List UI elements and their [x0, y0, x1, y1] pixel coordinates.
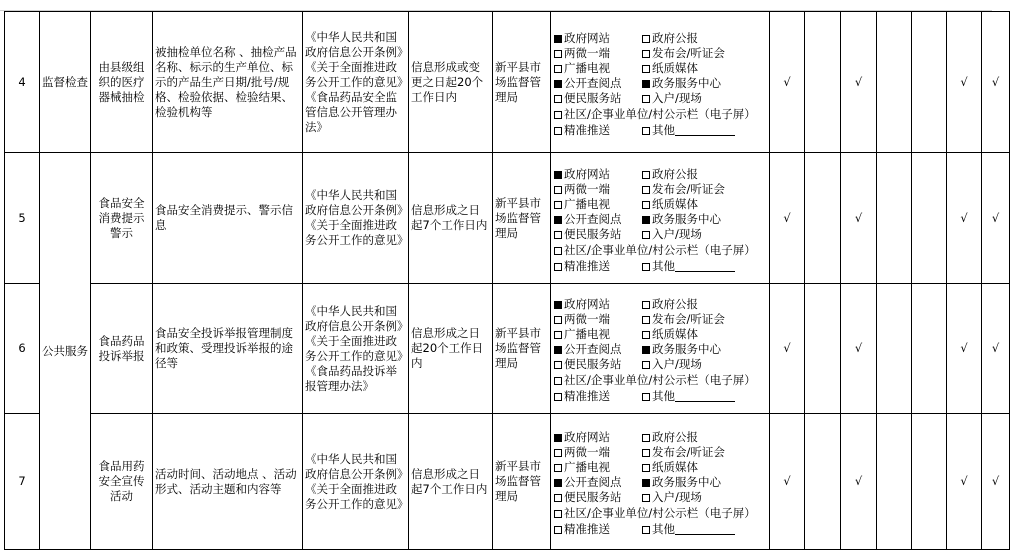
- check-mark-cell: [947, 153, 982, 284]
- channel-option: [642, 297, 769, 312]
- channel-option: [642, 46, 769, 61]
- subject-cell-text: 新平县市场监督管理局: [495, 59, 541, 104]
- empty-cell: [805, 153, 841, 284]
- channel-option: [554, 430, 642, 445]
- channel-label: 两微一端: [564, 312, 610, 326]
- checkbox[interactable]: [642, 127, 650, 135]
- check-mark: √: [854, 474, 863, 488]
- channel-label: 公开查阅点: [564, 342, 622, 356]
- content-cell-text: 食品安全消费提示、警示信息: [155, 203, 293, 232]
- channel-cell: [551, 284, 770, 414]
- checkbox[interactable]: [554, 35, 562, 43]
- content-cell: [153, 414, 303, 550]
- channel-option: [642, 182, 769, 197]
- channel-option: [642, 312, 769, 327]
- basis-cell-text: 《中华人民共和国政府信息公开条例》《关于全面推进政务公开工作的意见》: [305, 188, 409, 247]
- checkbox[interactable]: [554, 95, 562, 103]
- channel-label: 精准推送: [564, 122, 610, 137]
- checkbox[interactable]: [554, 331, 562, 339]
- checkbox[interactable]: [642, 95, 650, 103]
- checkbox[interactable]: [642, 50, 650, 58]
- channel-label: 精准推送: [564, 258, 610, 273]
- channel-option: [554, 522, 642, 537]
- basis-cell-text: 《中华人民共和国政府信息公开条例》《关于全面推进政务公开工作的意见》: [305, 451, 409, 511]
- check-mark-cell: [982, 284, 1010, 414]
- content-cell: [153, 284, 303, 414]
- channel-option: [642, 259, 769, 274]
- channel-label: 社区/企事业单位/村公示栏（电子屏）: [564, 106, 756, 121]
- checkbox[interactable]: [554, 171, 562, 179]
- channel-option: [551, 242, 769, 258]
- table-row: [5, 284, 1010, 414]
- item-cell: [91, 414, 153, 550]
- channel-label: 纸质媒体: [652, 60, 698, 75]
- time-cell: [409, 284, 493, 414]
- time-cell-text: 信息形成之日起20个工作日内: [411, 326, 484, 370]
- checkbox[interactable]: [642, 316, 650, 324]
- check-mark-cell: [770, 153, 805, 284]
- checkbox[interactable]: [554, 301, 562, 309]
- checkbox[interactable]: [554, 201, 562, 209]
- checkbox[interactable]: [554, 464, 562, 472]
- channel-option: [554, 312, 642, 327]
- channel-label: 政府公报: [652, 430, 698, 444]
- channel-option: [554, 475, 642, 490]
- channel-label: 广播电视: [564, 196, 610, 211]
- checkbox[interactable]: [642, 526, 650, 534]
- channel-label: 发布会/听证会: [652, 312, 725, 326]
- channel-label: 公开查阅点: [564, 475, 622, 489]
- channel-option: [642, 490, 769, 505]
- row-number: [5, 153, 40, 284]
- basis-cell: [303, 284, 409, 414]
- category-cell-text: 公共服务: [42, 343, 88, 358]
- channel-option: [554, 259, 642, 274]
- item-cell-text: 食品药品投诉举报: [98, 333, 145, 363]
- channel-label: 社区/企事业单位/村公示栏（电子屏）: [564, 506, 756, 520]
- check-mark: √: [854, 341, 863, 355]
- channel-label: 公开查阅点: [564, 211, 622, 226]
- checkbox[interactable]: [554, 80, 562, 88]
- subject-cell: [493, 12, 551, 153]
- subject-cell-text: 新平县市场监督管理局: [495, 195, 541, 240]
- check-mark-cell: [947, 284, 982, 414]
- channel-label: 政务服务中心: [652, 75, 721, 90]
- channel-option: [554, 182, 642, 197]
- row-number: [5, 284, 40, 414]
- channel-label: 入户/现场: [652, 357, 702, 371]
- check-mark: √: [991, 74, 1000, 89]
- channel-label: 入户/现场: [652, 226, 702, 241]
- channel-option: [554, 76, 642, 91]
- row-number: [5, 12, 40, 153]
- item-cell-text: 食品安全消费提示警示: [98, 195, 145, 240]
- channel-label: 政务服务中心: [652, 475, 721, 489]
- empty-cell: [912, 153, 947, 284]
- check-mark-cell: [982, 12, 1010, 153]
- checkbox[interactable]: [642, 331, 650, 339]
- channel-label: 纸质媒体: [652, 327, 698, 341]
- time-cell-text: 信息形成之日起7个工作日内: [411, 203, 488, 232]
- channel-option: [642, 31, 769, 46]
- channel-option: [554, 490, 642, 505]
- empty-cell: [912, 12, 947, 153]
- channel-label: 入户/现场: [652, 90, 702, 105]
- channel-option: [642, 227, 769, 242]
- checkbox[interactable]: [642, 479, 650, 487]
- channel-option: [554, 342, 642, 357]
- checkbox[interactable]: [554, 111, 562, 119]
- channel-label: 入户/现场: [652, 490, 702, 504]
- channel-label: 发布会/听证会: [652, 45, 725, 60]
- basis-cell: [303, 153, 409, 284]
- empty-cell: [805, 12, 841, 153]
- channel-option: [554, 46, 642, 61]
- channel-option: [642, 123, 769, 138]
- checkbox[interactable]: [554, 526, 562, 534]
- channel-option: [642, 460, 769, 475]
- checkbox[interactable]: [642, 393, 650, 401]
- checkbox[interactable]: [642, 186, 650, 194]
- item-cell-text: 由县级组织的医疗器械抽检: [98, 59, 145, 104]
- check-mark: √: [991, 474, 1000, 488]
- empty-cell: [877, 153, 912, 284]
- disclosure-table: [4, 11, 1010, 550]
- checkbox[interactable]: [554, 434, 562, 442]
- checkbox[interactable]: [642, 231, 650, 239]
- category-cell: [40, 12, 91, 153]
- empty-cell: [805, 284, 841, 414]
- empty-cell: [805, 414, 841, 550]
- item-cell-text: 食品用药安全宣传活动: [98, 459, 145, 503]
- basis-cell-text: 《中华人民共和国政府信息公开条例》《关于全面推进政务公开工作的意见》《食品药品安全监管信息公开管理办法》: [305, 29, 403, 134]
- channel-cell: [551, 12, 770, 153]
- channel-label: 发布会/听证会: [652, 181, 725, 196]
- checkbox[interactable]: [554, 346, 562, 354]
- channel-label: 精准推送: [564, 389, 610, 403]
- channel-option: [642, 167, 769, 182]
- checkbox[interactable]: [642, 216, 650, 224]
- check-mark-cell: [841, 12, 877, 153]
- channel-label: 两微一端: [564, 181, 610, 196]
- check-mark: √: [991, 210, 1000, 225]
- channel-option: [554, 389, 642, 404]
- check-mark: √: [960, 74, 968, 89]
- channel-option: [551, 106, 769, 122]
- channel-label: 政务服务中心: [652, 342, 721, 356]
- channel-option: [554, 460, 642, 475]
- channel-cell: [551, 153, 770, 284]
- item-cell: [91, 12, 153, 153]
- content-cell: [153, 12, 303, 153]
- checkbox[interactable]: [554, 263, 562, 271]
- empty-cell: [877, 284, 912, 414]
- channel-label: 纸质媒体: [652, 460, 698, 474]
- basis-cell-text: 《中华人民共和国政府信息公开条例》《关于全面推进政务公开工作的意见》《食品药品投诉举报管理办法》: [305, 303, 403, 393]
- channel-label: 其他: [652, 258, 675, 273]
- channel-option: [554, 227, 642, 242]
- other-blank-line[interactable]: [675, 523, 735, 535]
- checkbox[interactable]: [554, 127, 562, 135]
- channel-option: [554, 123, 642, 138]
- channel-label: 两微一端: [564, 45, 610, 60]
- other-blank-line[interactable]: [675, 390, 735, 402]
- checkbox[interactable]: [554, 361, 562, 369]
- channel-option: [554, 91, 642, 106]
- channel-label: 发布会/听证会: [652, 445, 725, 459]
- channel-label: 社区/企事业单位/村公示栏（电子屏）: [564, 373, 756, 387]
- checkbox[interactable]: [554, 377, 562, 385]
- channel-option: [554, 327, 642, 342]
- time-cell: [409, 414, 493, 550]
- channel-label: 政府公报: [652, 30, 698, 45]
- channel-option: [554, 445, 642, 460]
- channel-cell: [551, 414, 770, 550]
- check-mark-cell: [982, 153, 1010, 284]
- channel-label: 广播电视: [564, 460, 610, 474]
- time-cell-text: 信息形成或变更之日起20个工作日内: [411, 59, 484, 104]
- row-number-text: 6: [18, 341, 26, 355]
- checkbox[interactable]: [642, 346, 650, 354]
- empty-cell: [912, 284, 947, 414]
- check-mark-cell: [770, 12, 805, 153]
- empty-cell: [877, 414, 912, 550]
- time-cell: [409, 12, 493, 153]
- channel-option: [642, 76, 769, 91]
- basis-cell: [303, 12, 409, 153]
- checkbox[interactable]: [642, 301, 650, 309]
- channel-label: 政府网站: [564, 430, 610, 444]
- channel-option: [551, 505, 769, 521]
- checkbox[interactable]: [642, 171, 650, 179]
- channel-option: [642, 212, 769, 227]
- checkbox[interactable]: [554, 216, 562, 224]
- channel-option: [554, 297, 642, 312]
- checkbox[interactable]: [554, 393, 562, 401]
- other-blank-line[interactable]: [675, 124, 735, 136]
- check-mark: √: [783, 474, 791, 488]
- category-cell: [40, 153, 91, 550]
- check-mark-cell: [770, 284, 805, 414]
- item-cell: [91, 284, 153, 414]
- other-blank-line[interactable]: [675, 260, 735, 272]
- check-mark: √: [783, 341, 791, 355]
- channel-label: 政府网站: [564, 166, 610, 181]
- category-cell-text: 监督检查: [42, 74, 88, 89]
- checkbox[interactable]: [642, 361, 650, 369]
- empty-cell: [912, 414, 947, 550]
- basis-cell: [303, 414, 409, 550]
- subject-cell: [493, 414, 551, 550]
- content-cell-text: 食品安全投诉举报管理制度和政策、受理投诉举报的途径等: [155, 326, 293, 370]
- channel-option: [642, 475, 769, 490]
- channel-option: [554, 357, 642, 372]
- row-number: [5, 414, 40, 550]
- channel-option: [554, 61, 642, 76]
- check-mark: √: [960, 474, 968, 488]
- subject-cell-text: 新平县市场监督管理局: [495, 459, 541, 503]
- channel-option: [642, 430, 769, 445]
- check-mark: √: [991, 341, 1000, 355]
- check-mark-cell: [947, 414, 982, 550]
- row-number-text: 4: [18, 74, 26, 89]
- content-cell: [153, 153, 303, 284]
- checkbox[interactable]: [642, 201, 650, 209]
- channel-label: 便民服务站: [564, 357, 622, 371]
- channel-label: 广播电视: [564, 60, 610, 75]
- channel-label: 广播电视: [564, 327, 610, 341]
- checkbox[interactable]: [554, 231, 562, 239]
- channel-label: 便民服务站: [564, 90, 622, 105]
- checkbox[interactable]: [642, 449, 650, 457]
- channel-option: [554, 167, 642, 182]
- check-mark: √: [960, 210, 968, 225]
- checkbox[interactable]: [642, 263, 650, 271]
- channel-label: 社区/企事业单位/村公示栏（电子屏）: [564, 242, 756, 257]
- channel-option: [642, 342, 769, 357]
- check-mark: √: [960, 341, 968, 355]
- checkbox[interactable]: [642, 65, 650, 73]
- table-row: [5, 414, 1010, 550]
- check-mark-cell: [982, 414, 1010, 550]
- channel-label: 便民服务站: [564, 490, 622, 504]
- channel-option: [642, 91, 769, 106]
- check-mark-cell: [947, 12, 982, 153]
- channel-label: 公开查阅点: [564, 75, 622, 90]
- checkbox[interactable]: [554, 494, 562, 502]
- table-row: [5, 153, 1010, 284]
- channel-option: [554, 212, 642, 227]
- channel-label: 政府网站: [564, 297, 610, 311]
- row-number-text: 5: [18, 210, 26, 225]
- checkbox[interactable]: [554, 50, 562, 58]
- check-mark-cell: [841, 284, 877, 414]
- check-mark: √: [854, 74, 863, 89]
- channel-label: 精准推送: [564, 522, 610, 536]
- checkbox[interactable]: [554, 247, 562, 255]
- check-mark-cell: [841, 414, 877, 550]
- subject-cell: [493, 153, 551, 284]
- check-mark: √: [854, 210, 863, 225]
- check-mark-cell: [770, 414, 805, 550]
- channel-option: [642, 61, 769, 76]
- checkbox[interactable]: [554, 479, 562, 487]
- table-row: [5, 12, 1010, 153]
- row-number-text: 7: [18, 474, 26, 488]
- check-mark: √: [783, 210, 791, 225]
- channel-option: [554, 31, 642, 46]
- checkbox[interactable]: [642, 434, 650, 442]
- checkbox[interactable]: [642, 464, 650, 472]
- channel-option: [642, 357, 769, 372]
- channel-label: 两微一端: [564, 445, 610, 459]
- check-mark-cell: [841, 153, 877, 284]
- channel-option: [642, 327, 769, 342]
- channel-option: [642, 389, 769, 404]
- subject-cell: [493, 284, 551, 414]
- channel-label: 政府公报: [652, 297, 698, 311]
- empty-cell: [877, 12, 912, 153]
- content-cell-text: 被抽检单位名称 、抽检产品名称、标示的生产单位、标示的产品生产日期/批号/规格、检验依据、检验结果、检验机构等: [155, 44, 297, 119]
- time-cell-text: 信息形成之日起7个工作日内: [411, 466, 488, 496]
- channel-option: [642, 197, 769, 212]
- check-mark: √: [783, 74, 791, 89]
- checkbox[interactable]: [642, 494, 650, 502]
- time-cell: [409, 153, 493, 284]
- channel-option: [642, 522, 769, 537]
- item-cell: [91, 153, 153, 284]
- channel-label: 政务服务中心: [652, 211, 721, 226]
- channel-option: [554, 197, 642, 212]
- channel-label: 政府公报: [652, 166, 698, 181]
- channel-label: 纸质媒体: [652, 196, 698, 211]
- checkbox[interactable]: [554, 510, 562, 518]
- window-top-edge: [0, 0, 992, 11]
- channel-label: 政府网站: [564, 30, 610, 45]
- channel-label: 其他: [652, 522, 675, 536]
- checkbox[interactable]: [554, 449, 562, 457]
- channel-option: [551, 372, 769, 388]
- checkbox[interactable]: [554, 65, 562, 73]
- checkbox[interactable]: [554, 316, 562, 324]
- channel-label: 其他: [652, 122, 675, 137]
- channel-label: 便民服务站: [564, 226, 622, 241]
- checkbox[interactable]: [554, 186, 562, 194]
- subject-cell-text: 新平县市场监督管理局: [495, 326, 541, 370]
- channel-option: [642, 445, 769, 460]
- checkbox[interactable]: [642, 35, 650, 43]
- content-cell-text: 活动时间、活动地点 、活动形式、活动主题和内容等: [155, 466, 297, 496]
- channel-label: 其他: [652, 389, 675, 403]
- checkbox[interactable]: [642, 80, 650, 88]
